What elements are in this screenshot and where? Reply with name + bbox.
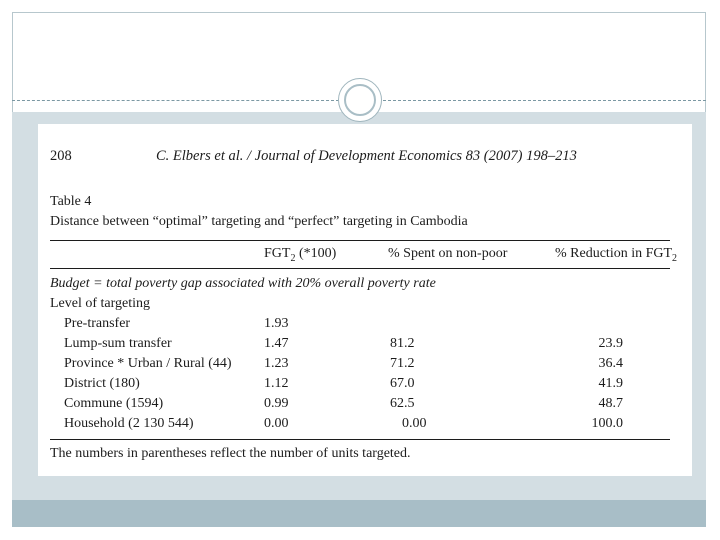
row-fgt: 1.12 — [264, 376, 289, 391]
row-spent: 71.2 — [390, 356, 415, 371]
page-number: 208 — [50, 148, 72, 164]
row-spent: 0.00 — [402, 416, 427, 431]
row-fgt: 1.23 — [264, 356, 289, 371]
budget-line: Budget = total poverty gap associated with 20% overall poverty rate — [50, 276, 436, 291]
row-spent: 81.2 — [390, 336, 415, 351]
row-spent: 67.0 — [390, 376, 415, 391]
circle-ornament-inner — [344, 84, 376, 116]
row-fgt: 1.93 — [264, 316, 289, 331]
column-header-fgt: $FGT_2$ (*100) — [264, 246, 337, 264]
row-reduction: 36.4 — [598, 356, 623, 371]
row-reduction: 48.7 — [598, 396, 623, 411]
level-heading: Level of targeting — [50, 296, 151, 311]
row-fgt: 1.47 — [264, 336, 289, 351]
row-label: Lump-sum transfer — [64, 336, 172, 351]
table-rule-bottom — [50, 439, 670, 440]
table-row — [50, 356, 670, 376]
row-label: Household (2 130 544) — [64, 416, 194, 431]
row-label: District (180) — [64, 376, 140, 391]
row-reduction: 100.0 — [591, 416, 623, 431]
journal-citation: C. Elbers et al. / Journal of Development Economics 83 (2007) 198–213 — [156, 148, 577, 164]
slide-bottom-band — [12, 500, 706, 527]
page-header — [50, 148, 680, 168]
row-spent: 62.5 — [390, 396, 415, 411]
table-rule-top — [50, 240, 670, 241]
divider-right — [383, 100, 706, 101]
circle-ornament — [338, 78, 382, 122]
table-caption — [50, 192, 468, 232]
table-footnote: The numbers in parentheses reflect the number of units targeted. — [50, 446, 411, 461]
table-row — [50, 336, 670, 356]
row-label: Pre-transfer — [64, 316, 131, 331]
divider-left — [12, 100, 339, 101]
table-row — [50, 376, 670, 396]
row-fgt: 0.00 — [264, 416, 289, 431]
row-reduction: 23.9 — [598, 336, 623, 351]
row-reduction: 41.9 — [598, 376, 623, 391]
row-fgt: 0.99 — [264, 396, 289, 411]
table-row — [50, 416, 670, 436]
table-label: Table 4 — [50, 194, 92, 209]
table-title: Distance between “optimal” targeting and “perfect” targeting in Cambodia — [50, 214, 468, 229]
table-row — [50, 316, 670, 336]
row-label: Province * Urban / Rural (44) — [64, 356, 232, 371]
column-header-spent: % Spent on non-poor — [388, 246, 508, 261]
document-image — [38, 124, 692, 476]
table-row — [50, 396, 670, 416]
row-label: Commune (1594) — [64, 396, 164, 411]
column-header-reduction: % Reduction in $FGT_2$ — [555, 246, 678, 264]
table-rule-header — [50, 268, 670, 269]
